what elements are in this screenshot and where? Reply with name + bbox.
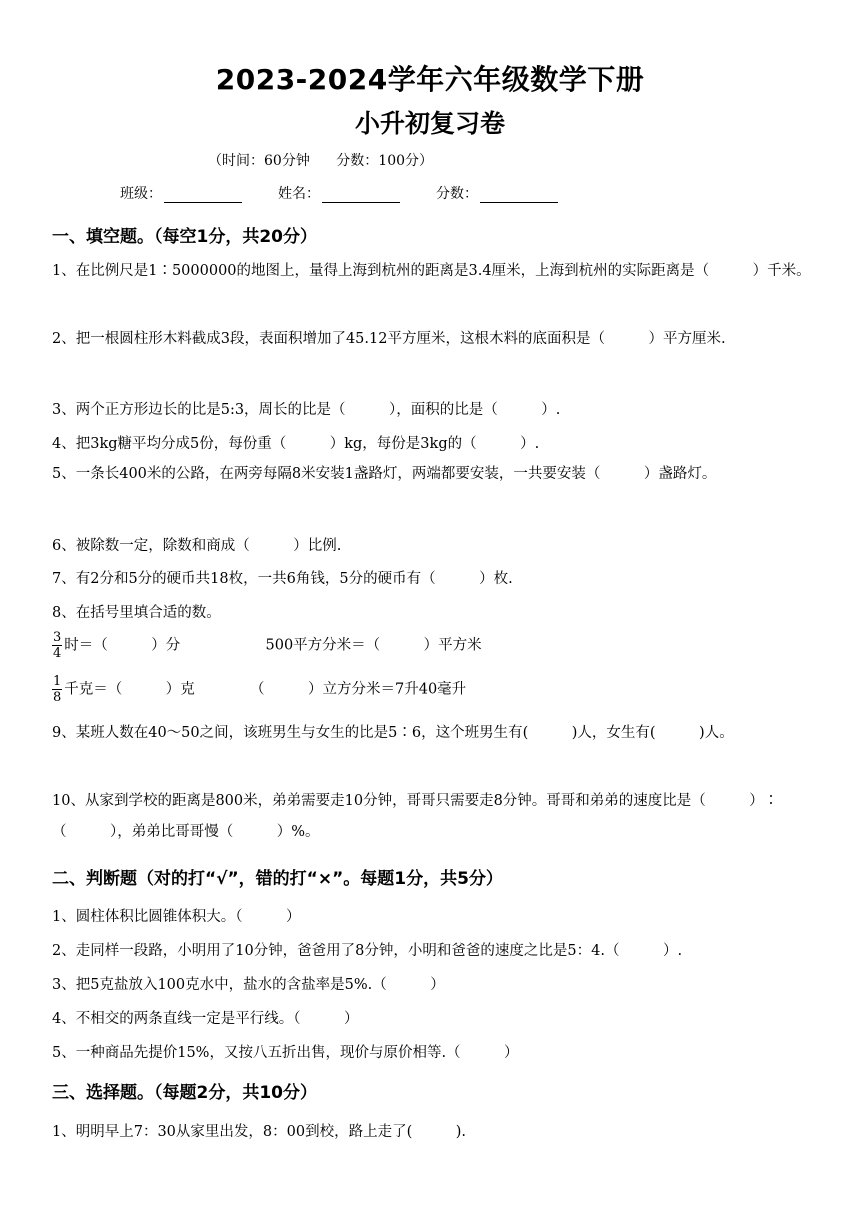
fraction-one-eighth: $\frac{1}{8}$ bbox=[53, 674, 62, 705]
question-1-4: 4、把3kg糖平均分成5份，每份重（ ）kg，每份是3kg的（ ）. bbox=[52, 436, 540, 452]
name-label: 姓名： bbox=[278, 186, 320, 202]
question-1-10: 10、从家到学校的距离是800米，弟弟需要走10分钟，哥哥只需要走8分钟。哥哥和弟弟的速度比是（ ）∶（ ），弟弟比哥哥慢（ ）%。 bbox=[52, 793, 779, 840]
question-1-9: 9、某班人数在40～50之间，该班男生与女生的比是5∶6，这个班男生有( )人，女生有( )人。 bbox=[52, 725, 734, 741]
class-field bbox=[120, 183, 242, 203]
question-1-3: 3、两个正方形边长的比是5:3，周长的比是（ ），面积的比是（ ）. bbox=[52, 402, 561, 418]
question-1-2: 2、把一根圆柱形木料截成3段，表面积增加了45.12平方厘米，这根木料的底面积是（ ）平方厘米. bbox=[52, 331, 726, 347]
section-heading-fill: 一、填空题。（每空1分，共20分） bbox=[52, 227, 317, 247]
fill-1b: 500平方分米＝（ ）平方米 bbox=[265, 637, 482, 654]
question-1-1: 1、在比例尺是1∶5000000的地图上，量得上海到杭州的距离是3.4厘米，上海到杭州的实际距离是（ ）千米。 bbox=[52, 263, 811, 279]
score-field bbox=[436, 183, 558, 203]
section-heading-choice: 三、选择题。（每题2分，共10分） bbox=[52, 1083, 317, 1103]
question-2-4: 4、不相交的两条直线一定是平行线。（ ） bbox=[52, 1011, 359, 1027]
class-blank[interactable] bbox=[164, 186, 242, 203]
time-limit: （时间：60分钟 bbox=[208, 153, 310, 169]
question-2-1: 1、圆柱体积比圆锥体积大。（ ） bbox=[52, 909, 301, 925]
student-info bbox=[120, 183, 594, 203]
name-field bbox=[278, 183, 400, 203]
question-2-3: 3、把5克盐放入100克水中，盐水的含盐率是5%.（ ） bbox=[52, 977, 445, 993]
question-2-5: 5、一种商品先提价15%，又按八五折出售，现价与原价相等.（ ） bbox=[52, 1045, 519, 1061]
question-2-2: 2、走同样一段路，小明用了10分钟，爸爸用了8分钟，小明和爸爸的速度之比是5：4.（ ）. bbox=[52, 943, 683, 959]
page-title: 2023-2024学年六年级数学下册 bbox=[215, 63, 645, 96]
fill-2a: 千克＝（ ）克 bbox=[64, 681, 195, 698]
score-label: 分数： bbox=[436, 186, 478, 202]
score-blank[interactable] bbox=[480, 186, 558, 203]
question-1-5: 5、一条长400米的公路，在两旁每隔8米安装1盏路灯，两端都要安装，一共要安装（ ）盏路灯。 bbox=[52, 466, 717, 482]
fill-row-1 bbox=[52, 630, 812, 661]
question-1-7: 7、有2分和5分的硬币共18枚，一共6角钱，5分的硬币有（ ）枚. bbox=[52, 571, 513, 587]
question-3-1: 1、明明早上7：30从家里出发，8：00到校，路上走了( ). bbox=[52, 1124, 466, 1140]
fill-1a: 时＝（ ）分 bbox=[64, 637, 181, 654]
section-heading-judge: 二、判断题（对的打“√”，错的打“×”。每题1分，共5分） bbox=[52, 869, 503, 889]
name-blank[interactable] bbox=[322, 186, 400, 203]
question-1-8: 8、在括号里填合适的数。 bbox=[52, 605, 221, 621]
page-subtitle: 小升初复习卷 bbox=[354, 109, 505, 138]
question-1-6: 6、被除数一定，除数和商成（ ）比例. bbox=[52, 538, 342, 554]
fill-2b: （ ）立方分米＝7升40毫升 bbox=[250, 681, 467, 698]
fill-row-2 bbox=[52, 674, 812, 705]
fraction-three-quarters: $\frac{3}{4}$ bbox=[53, 630, 62, 661]
exam-meta bbox=[208, 150, 455, 170]
class-label: 班级： bbox=[120, 186, 162, 202]
total-score: 分数：100分） bbox=[336, 153, 434, 169]
